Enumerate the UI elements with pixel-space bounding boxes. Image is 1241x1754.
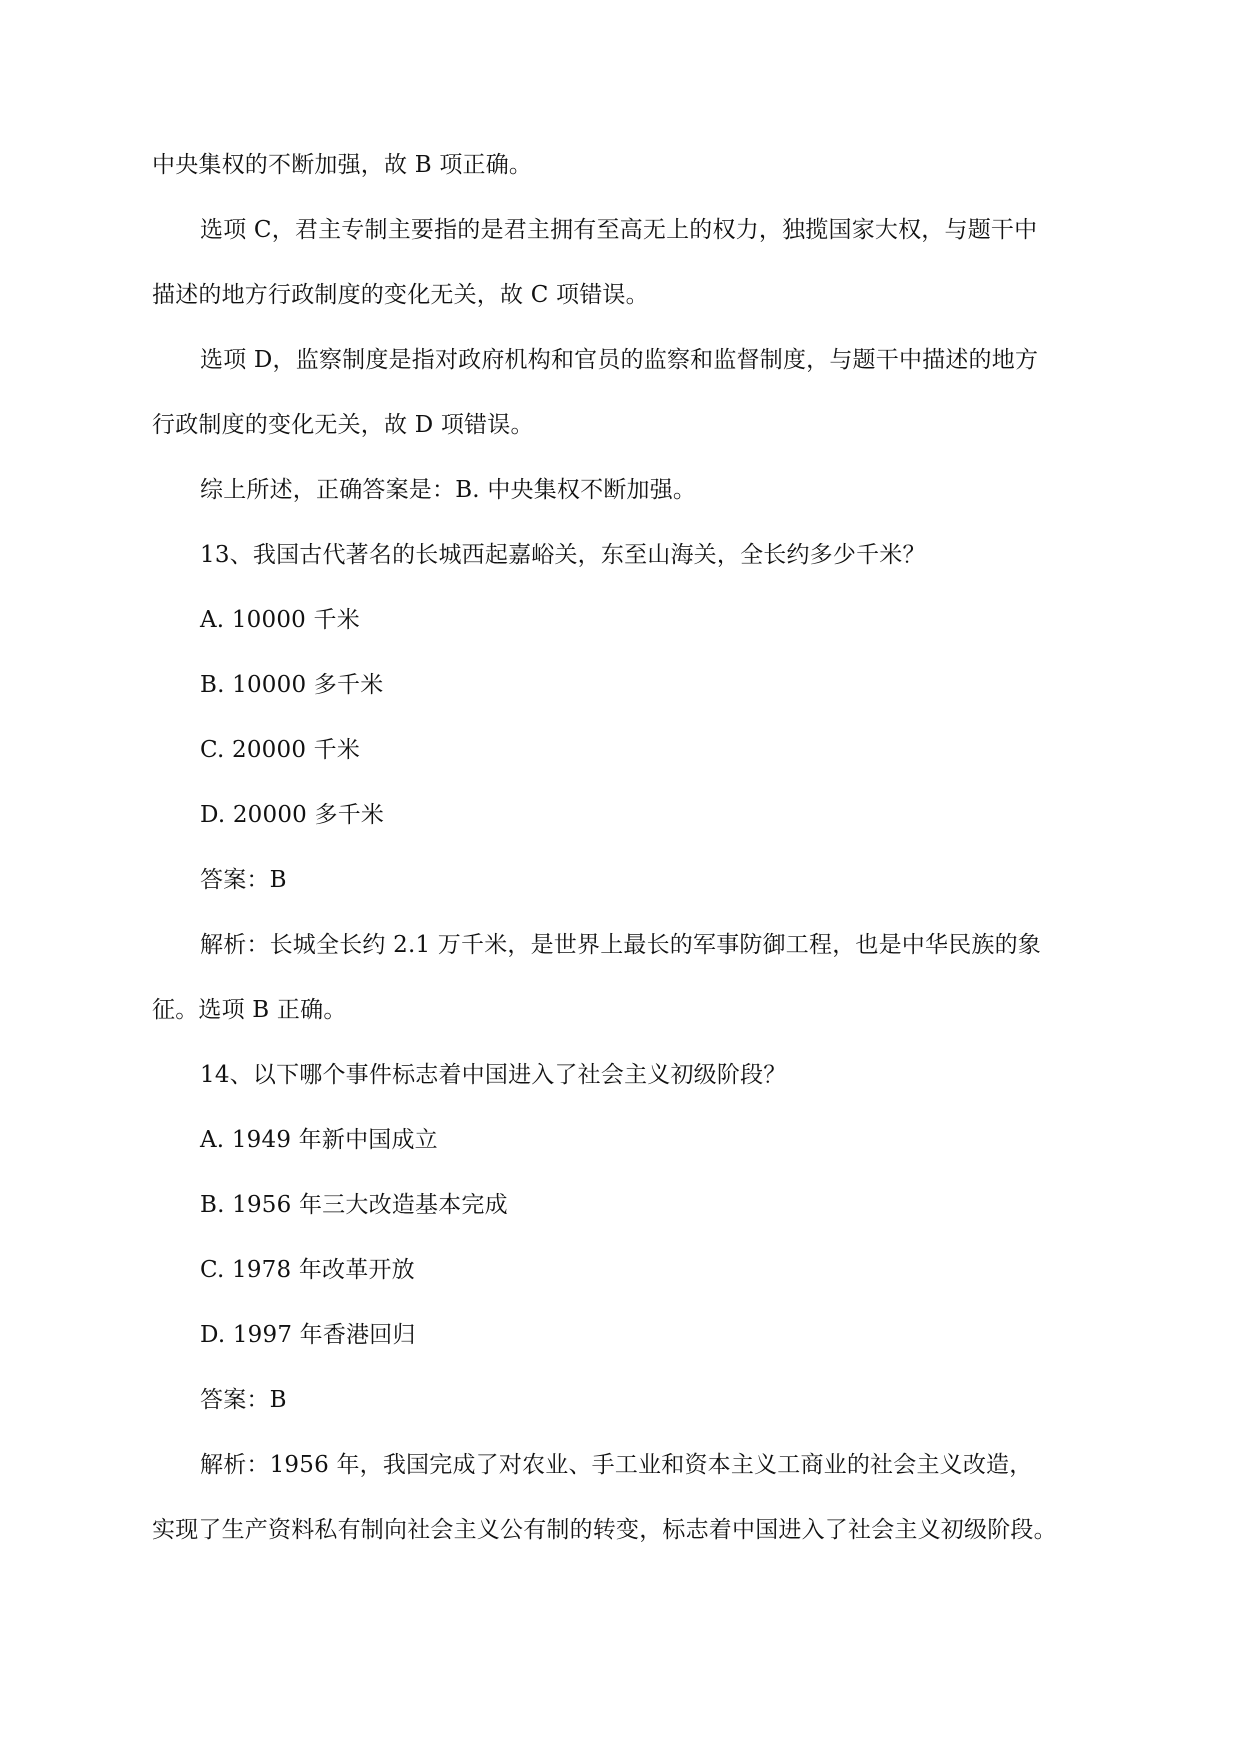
question-13-option-d: D. 20000 多千米: [200, 802, 385, 828]
question-14: 14、以下哪个事件标志着中国进入了社会主义初级阶段？: [200, 1062, 787, 1088]
text-line-option-d-analysis-cont: 行政制度的变化无关，故 D 项错误。: [152, 412, 534, 438]
text-line-prev-conclusion: 中央集权的不断加强，故 B 项正确。: [152, 152, 533, 178]
text-line-option-c-analysis-cont: 描述的地方行政制度的变化无关，故 C 项错误。: [152, 282, 649, 308]
question-13-option-a: A. 10000 千米: [200, 607, 360, 633]
text-line-summary: 综上所述，正确答案是：B. 中央集权不断加强。: [200, 477, 697, 503]
text-line-option-c-analysis: 选项 C，君主专制主要指的是君主拥有至高无上的权力，独揽国家大权，与题干中: [200, 217, 1038, 243]
question-13-answer: 答案：B: [200, 867, 287, 893]
question-13-analysis-cont: 征。选项 B 正确。: [152, 997, 347, 1023]
question-14-option-c: C. 1978 年改革开放: [200, 1257, 415, 1283]
question-13: 13、我国古代著名的长城西起嘉峪关，东至山海关，全长约多少千米？: [200, 542, 926, 568]
question-14-option-b: B. 1956 年三大改造基本完成: [200, 1192, 508, 1218]
question-14-option-a: A. 1949 年新中国成立: [200, 1127, 438, 1153]
text-line-option-d-analysis: 选项 D，监察制度是指对政府机构和官员的监察和监督制度，与题干中描述的地方: [200, 347, 1039, 373]
question-14-answer: 答案：B: [200, 1387, 287, 1413]
question-13-option-c: C. 20000 千米: [200, 737, 361, 763]
question-14-analysis-cont: 实现了生产资料私有制向社会主义公有制的转变，标志着中国进入了社会主义初级阶段。: [152, 1517, 1057, 1543]
question-14-option-d: D. 1997 年香港回归: [200, 1322, 416, 1348]
question-13-option-b: B. 10000 多千米: [200, 672, 384, 698]
question-14-analysis: 解析：1956 年，我国完成了对农业、手工业和资本主义工商业的社会主义改造，: [200, 1452, 1033, 1478]
question-13-analysis: 解析：长城全长约 2.1 万千米，是世界上最长的军事防御工程，也是中华民族的象: [200, 932, 1041, 958]
